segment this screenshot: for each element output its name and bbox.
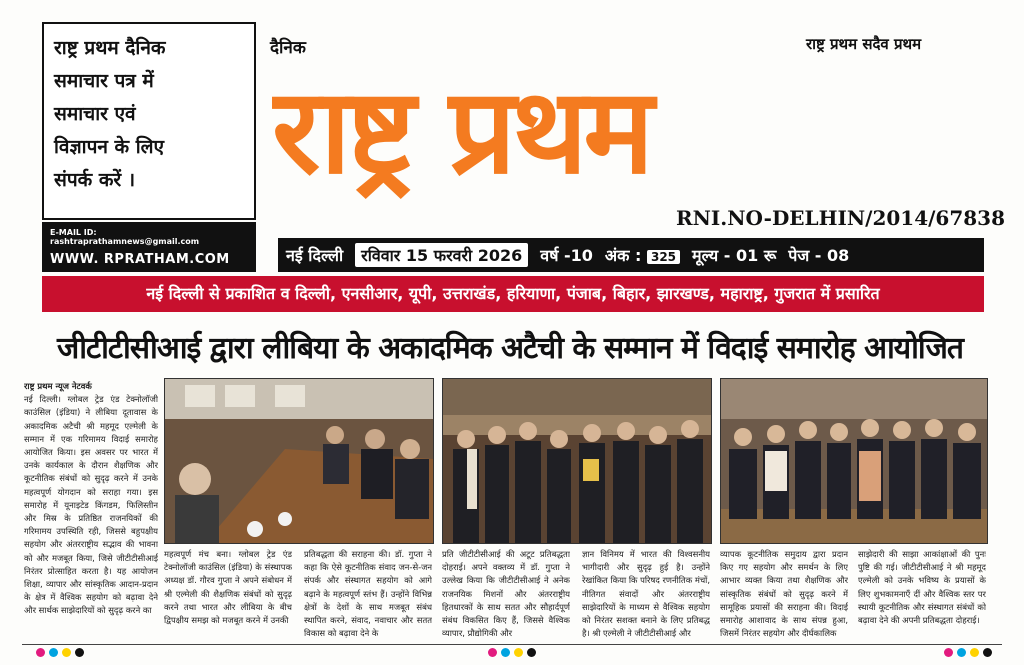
date-label: रविवार 15 फरवरी 2026 bbox=[355, 243, 528, 267]
date-bar bbox=[278, 238, 984, 272]
photo-group-standing bbox=[720, 378, 988, 544]
contact-line-5: संपर्क करें । bbox=[54, 169, 136, 191]
article-column-1 bbox=[24, 380, 158, 642]
contact-line-3: समाचार एवं bbox=[54, 103, 136, 125]
issue-label: अंक : 325 bbox=[605, 244, 680, 266]
email-strip bbox=[42, 222, 256, 272]
pages-label: पेज - 08 bbox=[788, 246, 850, 265]
article-column-4: प्रति जीटीटीसीआई की अटूट प्रतिबद्धता दोहराई। अपने वक्तव्य में डॉ. गुप्ता ने उल्लेख किया कि जीटीटीसीआई ने अनेक राजनयिक मिशनों और अंतरराष्ट्रीय हितधारकों के साथ सतत और सौहार्दपूर्ण संबंध विकसित किए हैं, जिससे वैश्विक व्यापार, प्रौद्योगिकी और bbox=[442, 549, 570, 639]
article-column-3: प्रतिबद्धता की सराहना की। डॉ. गुप्ता ने कहा कि ऐसे कूटनीतिक संवाद जन-से-जन संपर्क और संस्थागत सहयोग को आगे बढ़ाने के महत्वपूर्ण स्तंभ हैं। उन्होंने विभिन्न क्षेत्रों के देशों के साथ मजबूत संबंध स्थापित करने, संवाद, नवाचार और सतत विकास को बढ़ावा देने के bbox=[304, 549, 432, 639]
column-1-text: नई दिल्ली। ग्लोबल ट्रेड एंड टेक्नोलॉजी काउंसिल (इंडिया) ने लीबिया दूतावास के अकादमिक अटैची श्री महमूद एल्मेली के सम्मान में एक गरिमामय विदाई समारोह आयोजित किया। इस अवसर पर भारत में उनके कार्यकाल के दौरान शैक्षणिक और कूटनीतिक संबंधों को सुदृढ़ करने में उनके महत्वपूर्ण योगदान को सराहा गया। इस समारोह में यूनाइटेड किंगडम, फिलिस्तीन और मिस्र के प्रतिष्ठित राजनयिकों की गरिमामय उपस्थिति रही, जिससे बहुपक्षीय सहयोग और अंतरराष्ट्रीय सद्भाव की भावना को और मजबूत किया, जिसे जीटीटीसीआई निरंतर प्रोत्साहित करता है। यह आयोजन शिक्षा, व्यापार और सांस्कृतिक आदान-प्रदान के क्षेत्र में वैश्विक सहयोग को बढ़ावा देने और सार्थक साझेदारियों को सुदृढ़ करने का bbox=[24, 394, 158, 616]
email-text: E-MAIL ID: rashtraprathamnews@gmail.com bbox=[50, 228, 200, 246]
contact-line-2: समाचार पत्र में bbox=[54, 70, 154, 92]
photo-group-award bbox=[442, 378, 712, 544]
contact-box bbox=[42, 22, 256, 220]
year-label: वर्ष -10 bbox=[540, 246, 593, 265]
masthead-motto: राष्ट्र प्रथम सदैव प्रथम bbox=[806, 35, 922, 53]
article-column-2: महत्वपूर्ण मंच बना। ग्लोबल ट्रेड एंड टेक्नोलॉजी काउंसिल (इंडिया) के संस्थापक अध्यक्ष डॉ. गौरव गुप्ता ने अपने संबोधन में श्री एल्मेली की शैक्षणिक संबंधों को सुदृढ़ करने तथा भारत और लीबिया के बीच द्विपक्षीय समझ को मजबूत करने में उनकी bbox=[164, 549, 292, 626]
registration-dots-left bbox=[36, 648, 84, 657]
article-headline: जीटीटीसीआई द्वारा लीबिया के अकादमिक अटैची के सम्मान में विदाई समारोह आयोजित bbox=[56, 331, 964, 366]
rni-number: RNI.NO-DELHIN/2014/67838 bbox=[676, 206, 1005, 230]
photo-dining-table bbox=[164, 378, 434, 544]
registration-dots-right bbox=[944, 648, 992, 657]
website-text: WWW. RPRATHAM.COM bbox=[50, 252, 230, 267]
article-column-7: साझेदारी की साझा आकांक्षाओं की पुनः पुष्टि की गई। जीटीटीसीआई ने श्री महमूद एल्मेली को उनके भविष्य के प्रयासों के लिए शुभकामनाएँ दीं और वैश्विक स्तर पर स्थायी कूटनीतिक और संस्थागत संबंधों को बढ़ावा देने की अपनी प्रतिबद्धता दोहराई। bbox=[858, 549, 986, 626]
masthead-title: राष्ट्र प्रथम bbox=[272, 62, 650, 200]
issue-number: 325 bbox=[647, 250, 680, 264]
registration-dots-center bbox=[488, 648, 536, 657]
contact-line-4: विज्ञापन के लिए bbox=[54, 136, 165, 158]
article-column-5: ज्ञान विनिमय में भारत की विश्वसनीय भागीदारी और सुदृढ़ हुई है। उन्होंने रेखांकित किया कि परिषद रणनीतिक मंचों, नीतिगत संवादों और अंतरराष्ट्रीय साझेदारियों के माध्यम से वैश्विक सहयोग को निरंतर सशक्त बनाने के लिए प्रतिबद्ध है। श्री एल्मेली ने जीटीटीसीआई और bbox=[582, 549, 710, 639]
byline: राष्ट्र प्रथम न्यूज नेटवर्क bbox=[24, 381, 92, 391]
city-label: नई दिल्ली bbox=[286, 246, 344, 265]
price-label: मूल्य - 01 रू bbox=[692, 246, 777, 265]
bottom-rule bbox=[22, 644, 1002, 645]
region-bar: नई दिल्ली से प्रकाशित व दिल्ली, एनसीआर, यूपी, उत्तराखंड, हरियाणा, पंजाब, बिहार, झारखण्ड, महाराष्ट्र, गुजरात में प्रसारित bbox=[42, 276, 984, 312]
contact-line-1: राष्ट्र प्रथम दैनिक bbox=[54, 37, 166, 59]
masthead-dainik: दैनिक bbox=[270, 38, 306, 58]
article-column-6: व्यापक कूटनीतिक समुदाय द्वारा प्रदान किए गए सहयोग और समर्थन के लिए आभार व्यक्त किया तथा शैक्षणिक और सांस्कृतिक संबंधों को सुदृढ़ करने में सामूहिक प्रयासों की सराहना की। विदाई समारोह आशावाद के साथ संपन्न हुआ, जिसमें निरंतर सहयोग और दीर्घकालिक bbox=[720, 549, 848, 639]
